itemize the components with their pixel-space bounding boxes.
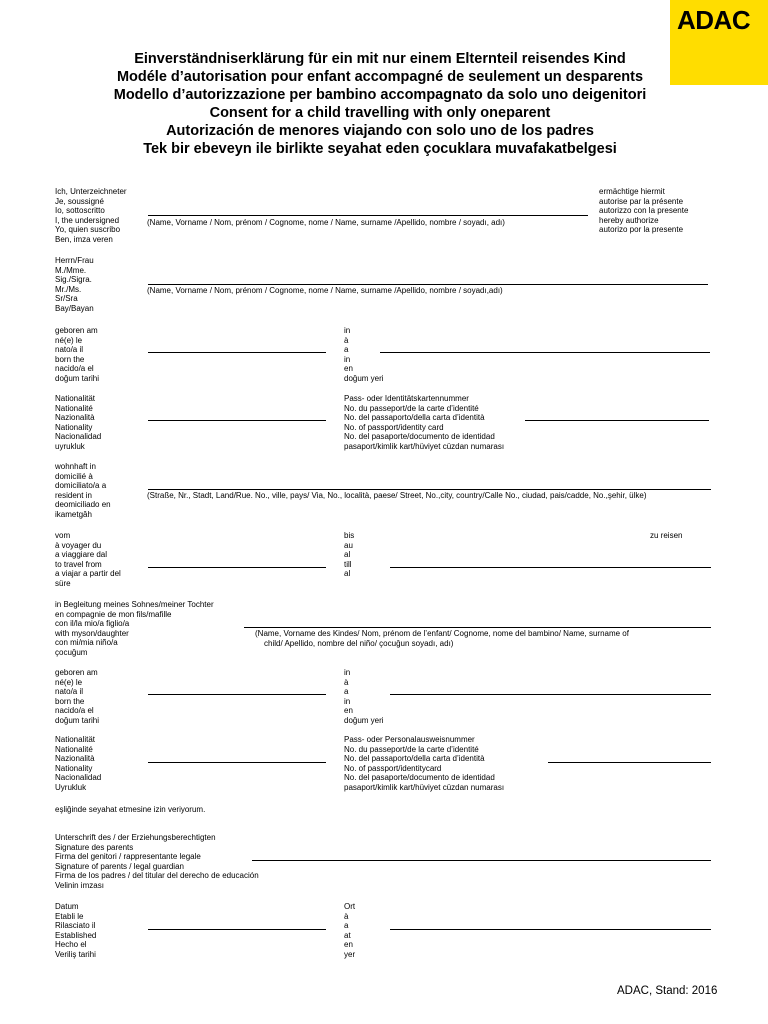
form-label-line: al	[344, 550, 351, 560]
residence-hint: (Straße, Nr., Stadt, Land/Rue. No., ville, pays/ Via, No., località, paese/ Street, No.,city, country/Calle No., ciudad, pais/cadde, No.,şehir, ülke)	[147, 491, 647, 500]
form-label-line: à	[344, 335, 349, 345]
form-label-line: Ben, imza veren	[55, 234, 113, 244]
title-block	[60, 50, 700, 158]
form-label-line: born the	[55, 696, 85, 706]
form-label-line: geboren am	[55, 668, 98, 677]
form-label-line: à	[344, 677, 349, 687]
form-label-line: autorizzo con la presente	[599, 206, 689, 216]
title-tr: Tek bir ebeveyn ile birlikte seyahat eden çocuklara muvafakatbelgesi	[143, 141, 617, 157]
form-label-line: No. du passeport/de la carte d’identité	[344, 403, 479, 413]
form-label-line: Ort	[344, 902, 356, 911]
form-label-line: Signature of parents / legal guardian	[55, 861, 184, 871]
form-label-line: Nazionalità	[55, 754, 95, 764]
form-label-line: con mi/mia niño/a	[55, 638, 118, 648]
undersigned-name-field[interactable]	[148, 215, 588, 216]
residence-labels	[55, 462, 111, 520]
date-place-labels	[344, 902, 355, 960]
date-field[interactable]	[148, 929, 326, 930]
form-label-line: al	[344, 569, 351, 579]
form-label-line: Pass- oder Personalausweisnummer	[344, 735, 475, 744]
form-label-line: uyrukluk	[55, 441, 85, 451]
travel-until-field[interactable]	[390, 567, 711, 568]
date-labels	[55, 902, 96, 960]
form-label-line: en	[344, 364, 353, 374]
title-en: Consent for a child travelling with only oneparent	[209, 105, 551, 121]
child-labels	[55, 600, 214, 658]
nationality1-doc-labels	[344, 394, 504, 452]
child-name-field[interactable]	[244, 627, 711, 628]
signature-labels	[55, 833, 259, 891]
birth1-place-field[interactable]	[380, 352, 710, 353]
form-label-line: en compagnie de mon fils/mafille	[55, 609, 172, 619]
passport2-field[interactable]	[548, 762, 711, 763]
person-hint: (Name, Vorname / Nom, prénom / Cognome, nome / Name, surname /Apellido, nombre / soyadı,adı)	[147, 286, 503, 295]
form-label-line: en	[344, 940, 353, 950]
form-label-line: Nationalität	[55, 735, 96, 744]
passport1-field[interactable]	[525, 420, 709, 421]
form-label-line: Datum	[55, 902, 79, 911]
form-label-line: wohnhaft in	[55, 462, 96, 471]
form-label-line: Nacionalidad	[55, 773, 102, 783]
form-label-line: at	[344, 930, 351, 940]
form-label-line: in	[344, 354, 351, 364]
form-label-line: vom	[55, 531, 71, 540]
birth2-place-field[interactable]	[390, 694, 711, 695]
title-it: Modello d’autorizzazione per bambino accompagnato da solo uno deigenitori	[113, 87, 647, 103]
signature-field[interactable]	[252, 860, 711, 861]
form-label-line: a viajar a partir del	[55, 569, 121, 579]
form-label-line: né(e) le	[55, 677, 83, 687]
form-label-line: bis	[344, 531, 355, 540]
person-labels	[55, 256, 94, 314]
form-label-line: No. of passport/identity card	[344, 422, 444, 432]
form-label-line: Nationality	[55, 422, 93, 432]
title-de: Einverständniserklärung für ein mit nur einem Elternteil reisendes Kind	[134, 51, 626, 67]
form-label-line: No. del pasaporte/documento de identidad	[344, 773, 495, 783]
form-label-line: en	[344, 706, 353, 716]
form-label-line: Je, soussigné	[55, 196, 104, 206]
birth2-labels	[55, 668, 99, 726]
form-label-line: in	[344, 668, 351, 677]
undersigned-hint: (Name, Vorname / Nom, prénom / Cognome, nome / Name, surname /Apellido, nombre / soyadı, adı)	[147, 218, 505, 227]
form-label-line: doğum yeri	[344, 715, 384, 725]
form-label-line: a	[344, 687, 349, 697]
footer-stand: ADAC, Stand: 2016	[617, 985, 718, 997]
form-label-line: Firma del genitori / rappresentante legale	[55, 852, 201, 862]
nationality2-doc-labels	[344, 735, 504, 793]
form-label-line: hereby authorize	[599, 215, 659, 225]
permission-text: eşliğinde seyahat etmesine izin veriyorum.	[55, 805, 206, 814]
form-label-line: Nacionalidad	[55, 432, 102, 442]
form-label-line: au	[344, 540, 353, 550]
form-label-line: Herrn/Frau	[55, 256, 94, 265]
form-label-line: born the	[55, 354, 85, 364]
form-label-line: Nationality	[55, 763, 93, 773]
title-es: Autorización de menores viajando con solo uno de los padres	[166, 123, 594, 139]
birth2-date-field[interactable]	[148, 694, 326, 695]
form-label-line: Etabli le	[55, 911, 84, 921]
form-label-line: Pass- oder Identitätskartennummer	[344, 394, 469, 403]
form-label-line: Sig./Sigra.	[55, 275, 92, 285]
birth1-date-field[interactable]	[148, 352, 326, 353]
form-label-line: Signature des parents	[55, 842, 134, 852]
form-label-line: No. del pasaporte/documento de identidad	[344, 432, 495, 442]
form-label-line: yer	[344, 949, 356, 959]
form-label-line: Velinin imzası	[55, 880, 104, 890]
nationality1-labels	[55, 394, 101, 452]
form-label-line: Rilasciato il	[55, 921, 96, 931]
nationality2-labels	[55, 735, 101, 793]
form-label-line: Io, sottoscritto	[55, 206, 105, 216]
form-label-line: Veriliş tarihi	[55, 949, 96, 959]
form-label-line: No. of passport/identitycard	[344, 763, 442, 773]
form-label-line: Unterschrift des / der Erziehungsberechtigten	[55, 833, 216, 842]
date-place-field[interactable]	[390, 929, 711, 930]
form-label-line: Ich, Unterzeichneter	[55, 187, 127, 196]
travel-until-labels	[344, 531, 354, 579]
form-label-line: Nationalität	[55, 394, 96, 403]
form-label-line: deomiciliado en	[55, 500, 111, 510]
form-label-line: autorizo por la presente	[599, 225, 684, 235]
residence-field[interactable]	[148, 489, 711, 490]
child-hint-2: child/ Apellido, nombre del niño/ çocuğun soyadı, adı)	[264, 639, 454, 648]
form-label-line: Uyrukluk	[55, 782, 87, 792]
title-fr: Modéle d’autorisation pour enfant accompagné de seulement un desparents	[116, 69, 644, 85]
travel-word: zu reisen	[650, 531, 683, 540]
form-label-line: domiciliato/a a	[55, 481, 107, 491]
form-label-line: çocuğum	[55, 647, 88, 657]
form-label-line: ermächtige hiermit	[599, 187, 665, 196]
form-label-line: pasaport/kimlik kart/hüviyet cüzdan numarası	[344, 782, 505, 792]
form-label-line: to travel from	[55, 559, 102, 569]
birth1-place-labels	[344, 326, 384, 384]
form-label-line: a	[344, 921, 349, 931]
nationality1-field[interactable]	[148, 420, 326, 421]
form-label-line: a	[344, 345, 349, 355]
form-label-line: in	[344, 696, 351, 706]
form-label-line: Sr/Sra	[55, 294, 78, 304]
form-label-line: in	[344, 326, 351, 335]
form-label-line: domicilié à	[55, 471, 93, 481]
form-label-line: pasaport/kimlik kart/hüviyet cüzdan numarası	[344, 441, 505, 451]
form-label-line: with myson/daughter	[55, 628, 129, 638]
form-label-line: a viaggiare dal	[55, 550, 108, 560]
form-label-line: Nazionalità	[55, 413, 95, 423]
form-label-line: autorise par la présente	[599, 196, 684, 206]
travel-from-field[interactable]	[148, 567, 326, 568]
logo-text: ADAC	[677, 5, 751, 35]
form-label-line: nato/a il	[55, 345, 84, 355]
authorize-labels	[599, 187, 688, 235]
form-label-line: M./Mme.	[55, 265, 87, 275]
form-label-line: Bay/Bayan	[55, 303, 94, 313]
form-label-line: né(e) le	[55, 335, 83, 345]
form-label-line: Nationalité	[55, 403, 93, 413]
person-name-field[interactable]	[148, 284, 708, 285]
form-label-line: I, the undersigned	[55, 215, 120, 225]
form-label-line: con il/la mio/a figlio/a	[55, 619, 130, 629]
form-label-line: nato/a il	[55, 687, 84, 697]
form-label-line: süre	[55, 578, 71, 588]
form-label-line: Hecho el	[55, 940, 87, 950]
child-hint-1: (Name, Vorname des Kindes/ Nom, prénom de l’enfant/ Cognome, nome del bambino/ Name, surname of	[255, 629, 629, 638]
form-label-line: No. du passeport/de la carte d’identité	[344, 744, 479, 754]
form-label-line: resident in	[55, 490, 92, 500]
form-label-line: No. del passaporto/della carta d’identità	[344, 413, 485, 423]
form-label-line: à voyager du	[55, 540, 102, 550]
form-label-line: No. del passaporto/della carta d’identità	[344, 754, 485, 764]
form-label-line: ikametgâh	[55, 509, 92, 519]
nationality2-field[interactable]	[148, 762, 326, 763]
form-label-line: nacido/a el	[55, 706, 94, 716]
form-label-line: till	[344, 559, 352, 569]
form-label-line: in Begleitung meines Sohnes/meiner Tochter	[55, 600, 214, 609]
travel-labels	[55, 531, 121, 589]
undersigned-labels	[55, 187, 127, 245]
form-label-line: Mr./Ms.	[55, 284, 82, 294]
form-label-line: à	[344, 911, 349, 921]
form-label-line: doğum tarihi	[55, 715, 100, 725]
form-label-line: Yo, quien suscribo	[55, 225, 121, 235]
form-label-line: doğum yeri	[344, 373, 384, 383]
form-label-line: Established	[55, 930, 97, 940]
form-label-line: geboren am	[55, 326, 98, 335]
form-label-line: doğum tarihi	[55, 373, 100, 383]
form-label-line: nacido/a el	[55, 364, 94, 374]
birth2-place-labels	[344, 668, 384, 726]
form-label-line: Nationalité	[55, 744, 93, 754]
birth1-labels	[55, 326, 99, 384]
form-label-line: Firma de los padres / del titular del derecho de educación	[55, 871, 259, 881]
